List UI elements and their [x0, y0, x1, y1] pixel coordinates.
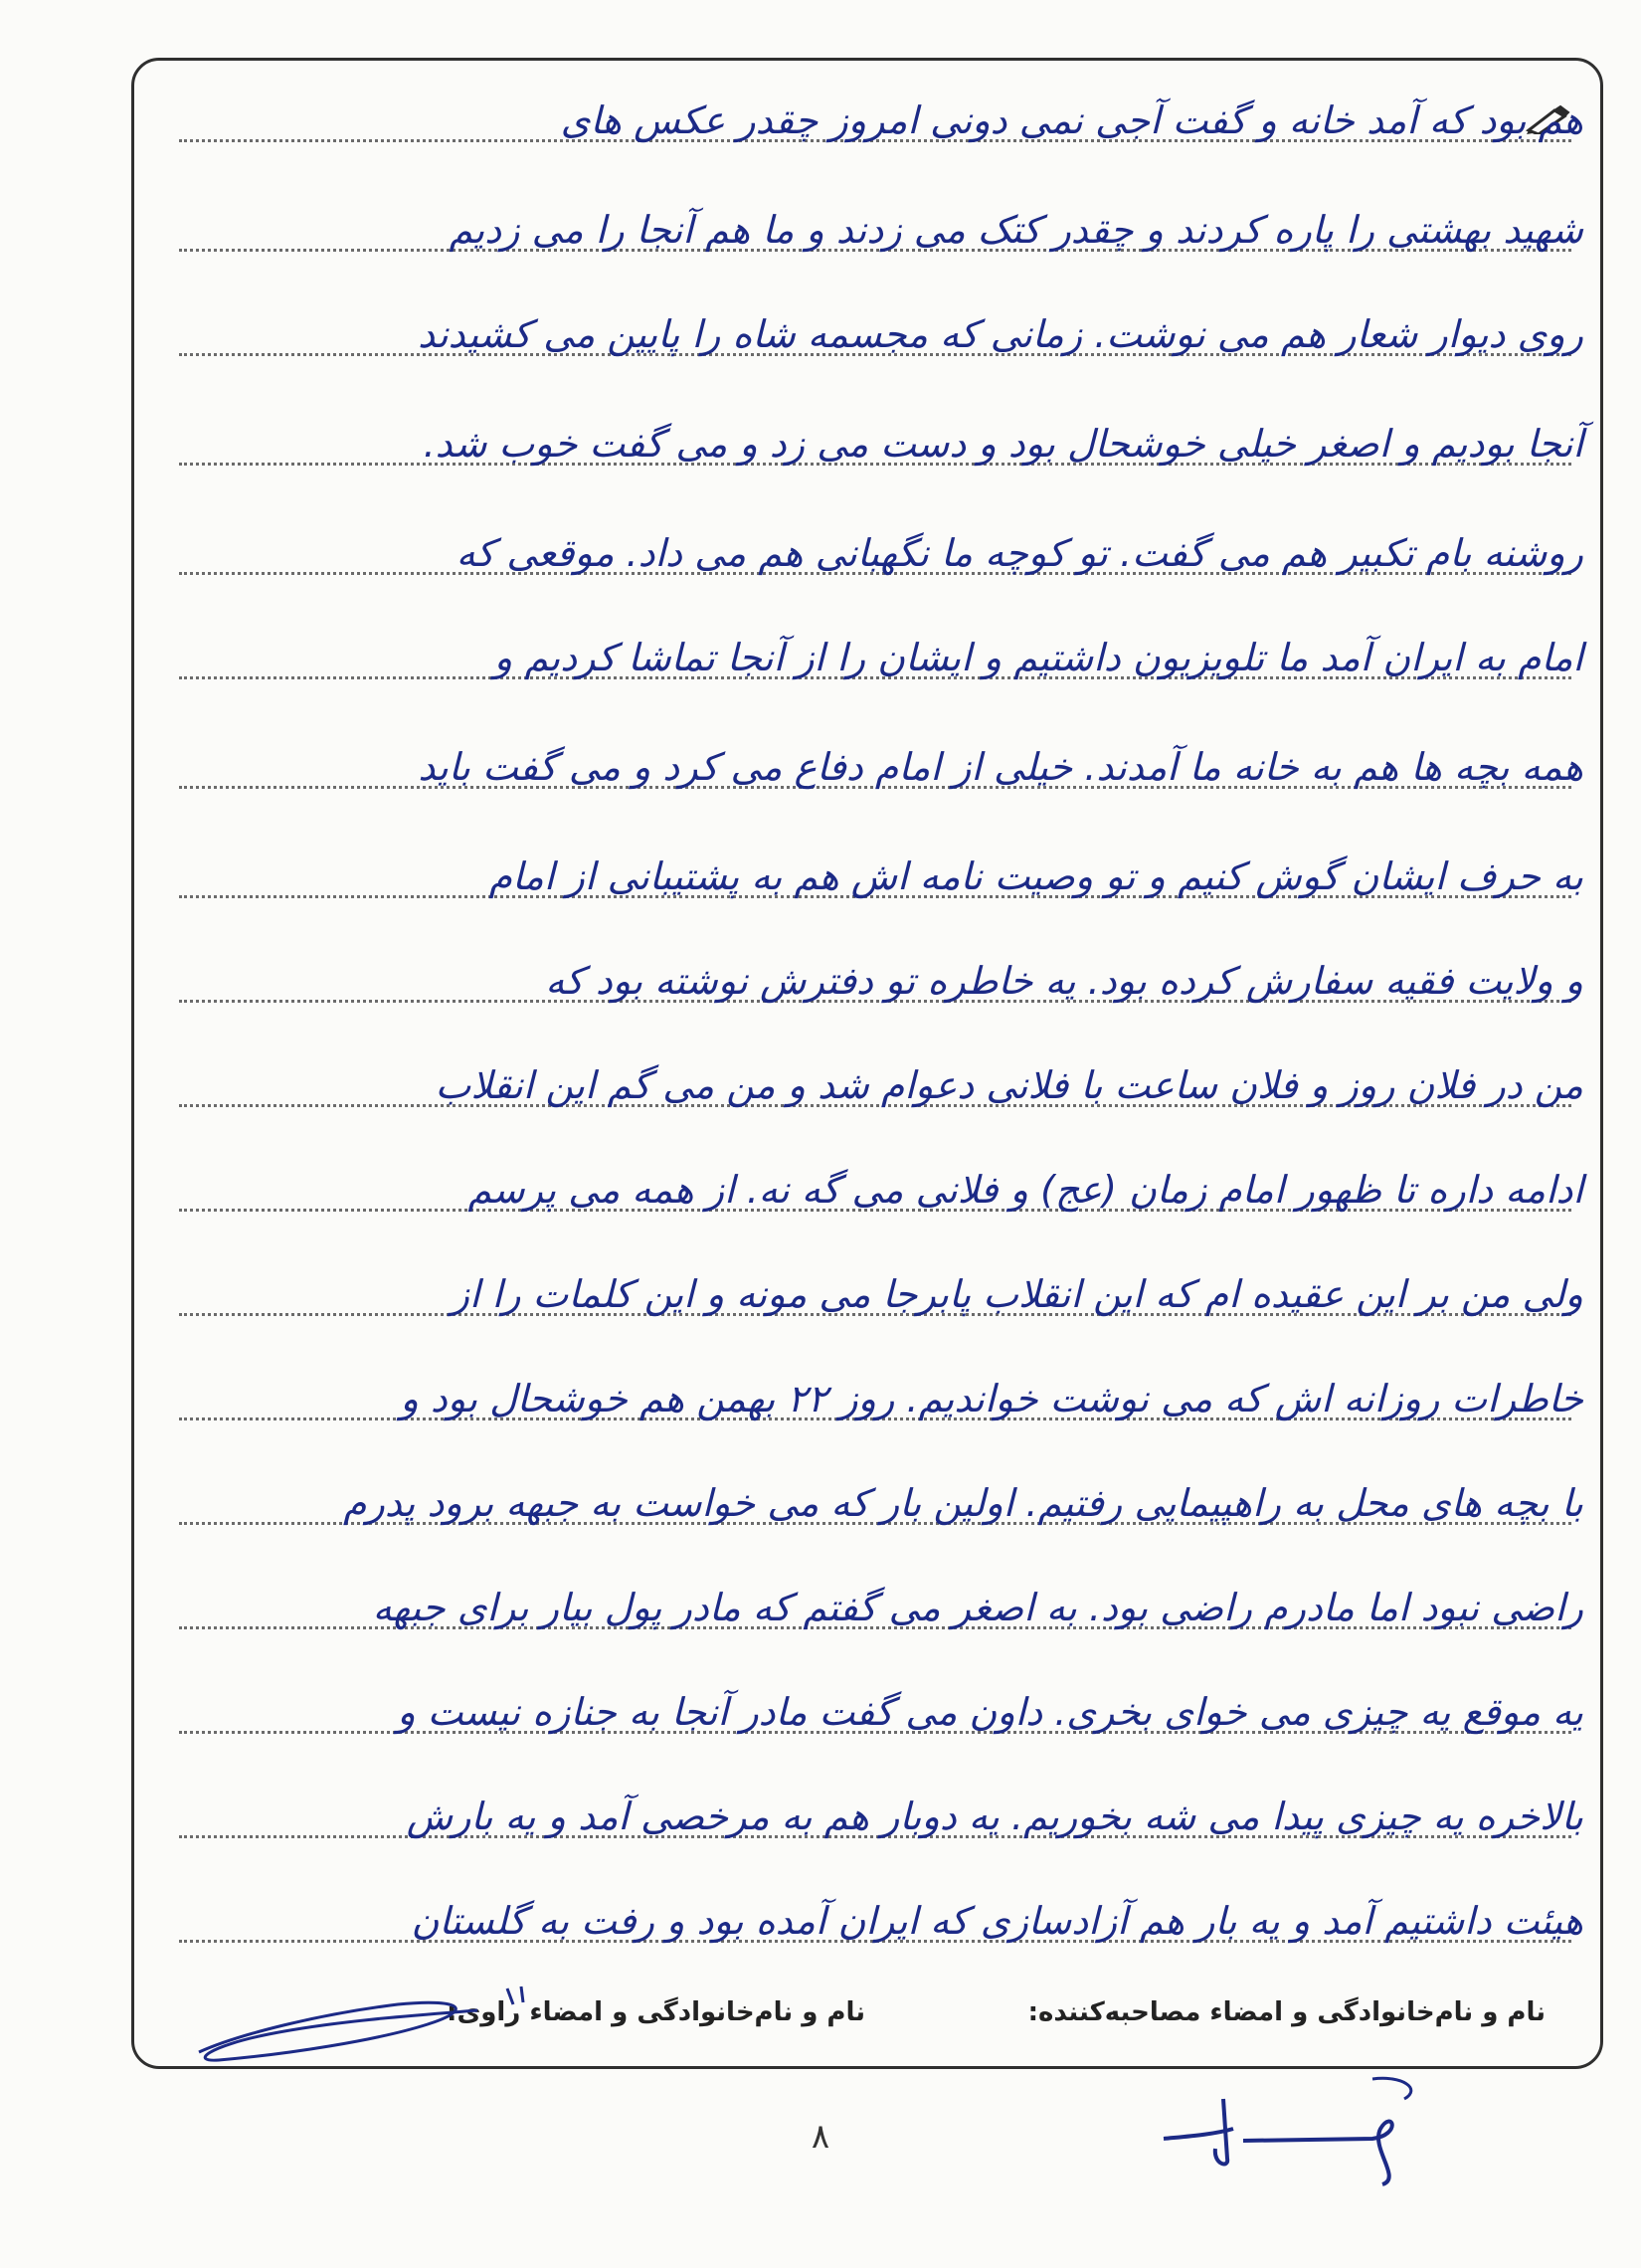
page-number: ۸ [811, 2117, 830, 2157]
handwritten-line: خاطرات روزانه اش که می نوشت خواندیم. روز ۲۲ بهمن هم خوشحال بود و [400, 1377, 1583, 1420]
narrator-signature-label: نام و نام‌خانوادگی و امضاء راوی: [447, 1997, 865, 2027]
narrator-signature [179, 1975, 537, 2074]
handwritten-line: به حرف ایشان گوش کنیم و تو وصیت نامه اش هم به پشتیبانی از امام [488, 854, 1583, 898]
handwritten-line: من در فلان روز و فلان ساعت با فلانی دعوام شد و من می گم این انقلاب [435, 1063, 1583, 1107]
handwritten-line: شهید بهشتی را پاره کردند و چقدر کتک می زدند و ما هم آنجا را می زدیم [449, 208, 1583, 252]
interviewer-signature-label: نام و نام‌خانوادگی و امضاء مصاحبه‌کننده: [1027, 1997, 1546, 2027]
handwritten-line: امام به ایران آمد ما تلویزیون داشتیم و ایشان را از آنجا تماشا کردیم و [493, 636, 1583, 679]
handwritten-line: هم بود که آمد خانه و گفت آجی نمی دونی امروز چقدر عکس های [560, 98, 1583, 142]
handwritten-line: ولی من بر این عقیده ام که این انقلاب پابرجا می مونه و این کلمات را از [451, 1272, 1583, 1316]
handwritten-line: راضی نبود اما مادرم راضی بود. به اصغر می گفتم که مادر پول بیار برای جبهه [372, 1586, 1583, 1629]
handwritten-line: همه بچه ها هم به خانه ما آمدند. خیلی از امام دفاع می کرد و می گفت باید [418, 745, 1583, 789]
handwritten-line: هیئت داشتیم آمد و یه بار هم آزادسازی که ایران آمده بود و رفت به گلستان [411, 1899, 1583, 1943]
handwritten-line: ادامه داره تا ظهور امام زمان (عج) و فلانی می گه نه. از همه می پرسم [467, 1168, 1583, 1212]
handwritten-line: و ولایت فقیه سفارش کرده بود. یه خاطره تو دفترش نوشته بود که [545, 959, 1583, 1003]
handwritten-line: آنجا بودیم و اصغر خیلی خوشحال بود و دست می زد و می گفت خوب شد. [423, 422, 1583, 466]
handwritten-line: بالاخره یه چیزی پیدا می شه بخوریم. یه دوبار هم به مرخصی آمد و یه بارش [406, 1795, 1583, 1838]
handwritten-line: یه موقع یه چیزی می خوای بخری. داون می گفت مادر آنجا به جنازه نیست و [397, 1690, 1583, 1734]
handwritten-line: با بچه های محل به راهپیمایی رفتیم. اولین بار که می خواست به جبهه برود پدرم [342, 1481, 1583, 1525]
handwritten-line: روی دیوار شعار هم می نوشت. زمانی که مجسمه شاه را پایین می کشیدند [418, 312, 1583, 356]
handwritten-line: روشنه بام تکبیر هم می گفت. تو کوچه ما نگهبانی هم می داد. موقعی که [456, 531, 1583, 575]
